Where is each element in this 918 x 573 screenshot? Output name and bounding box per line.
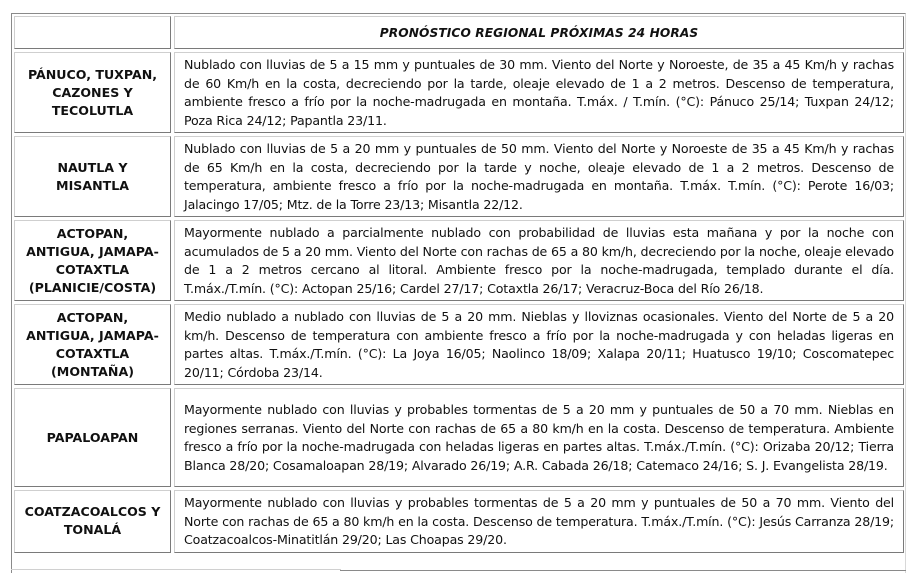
forecast-text: Mayormente nublado a parcialmente nublado con probabilidad de lluvias esta mañana y por la noche con acumulados de 5 a 20 mm. Viento del Norte con rachas de 65 a 80 km/h, decreciendo por la noche, oleaje elevado de 1 a 2 metros cercano al litoral. Ambiente fresco por la noche-madrugada, templado durante el día. T.máx./T.mín. (°C): Actopan 25/16; Cardel 27/17; Cotaxtla 26/17; Veracruz-Boca del Río 26/18. <box>174 220 904 301</box>
region-name: ACTOPAN, ANTIGUA, JAMAPA-COTAXTLA (MONTAÑA) <box>14 304 171 385</box>
frame-bottom-edge <box>11 569 341 570</box>
region-name: NAUTLA Y MISANTLA <box>14 136 171 217</box>
regional-forecast-table <box>11 13 907 556</box>
forecast-text: Medio nublado a nublado con lluvias de 5 a 20 mm. Nieblas y lloviznas ocasionales. Viento del Norte de 5 a 20 km/h. Descenso de temperatura con ambiente fresco a frío por la noche-madrugada y con heladas ligeras en partes altas. T.máx./T.mín. (°C): La Joya 16/05; Naolinco 18/09; Xalapa 20/11; Huatusco 19/10; Coscomatepec 20/11; Córdoba 23/14. <box>174 304 904 385</box>
table-row <box>14 388 904 487</box>
forecast-text: Nublado con lluvias de 5 a 20 mm y puntuales de 50 mm. Viento del Norte y Noroeste de 35 a 45 Km/h y rachas de 65 Km/h en la costa, decreciendo por la tarde y noche, oleaje elevado de 1 a 2 metros. Descenso de temperatura, ambiente fresco a frío por la noche-madrugada en montaña. T.máx. T.mín. (°C): Perote 16/03; Jalacingo 17/05; Mtz. de la Torre 23/13; Misantla 22/12. <box>174 136 904 217</box>
table-row <box>14 490 904 553</box>
table-header-row <box>14 16 904 49</box>
header-blank-cell <box>14 16 171 49</box>
table-title: PRONÓSTICO REGIONAL PRÓXIMAS 24 HORAS <box>174 16 904 49</box>
forecast-text: Mayormente nublado con lluvias y probables tormentas de 5 a 20 mm y puntuales de 50 a 70 mm. Viento del Norte con rachas de 65 a 80 km/h en la costa. Descenso de temperatura. T.máx./T.mín. (°C): Jesús Carranza 28/19; Coatzacoalcos-Minatitlán 29/20; Las Choapas 29/20. <box>174 490 904 553</box>
table-row <box>14 304 904 385</box>
table-row <box>14 136 904 217</box>
region-name: PAPALOAPAN <box>14 388 171 487</box>
frame-bottom-edge-dark <box>340 570 906 571</box>
region-name: PÁNUCO, TUXPAN, CAZONES Y TECOLUTLA <box>14 52 171 133</box>
forecast-text: Mayormente nublado con lluvias y probables tormentas de 5 a 20 mm y puntuales de 50 a 70 mm. Nieblas en regiones serranas. Viento del Norte con rachas de 65 a 80 km/h en la costa. Descenso de temperatura. Ambiente fresco a frío por la noche-madrugada con heladas ligeras en partes altas. T.máx./T.mín. (°C): Orizaba 20/12; Tierra Blanca 28/20; Cosamaloapan 28/19; Alvarado 26/19; A.R. Cabada 26/18; Catemaco 24/16; S. J. Evangelista 28/19. <box>174 388 904 487</box>
region-name: ACTOPAN, ANTIGUA, JAMAPA-COTAXTLA (PLANICIE/COSTA) <box>14 220 171 301</box>
forecast-text: Nublado con lluvias de 5 a 15 mm y puntuales de 30 mm. Viento del Norte y Noroeste, de 35 a 45 Km/h y rachas de 60 Km/h en la costa, decreciendo por la tarde, oleaje elevado de 1 a 2 metros. Descenso de temperatura, ambiente fresco a frío por la noche-madrugada en montaña. T.máx. / T.mín. (°C): Pánuco 25/14; Tuxpan 24/12; Poza Rica 24/12; Papantla 23/11. <box>174 52 904 133</box>
table-row <box>14 52 904 133</box>
region-name: COATZACOALCOS Y TONALÁ <box>14 490 171 553</box>
table-row <box>14 220 904 301</box>
